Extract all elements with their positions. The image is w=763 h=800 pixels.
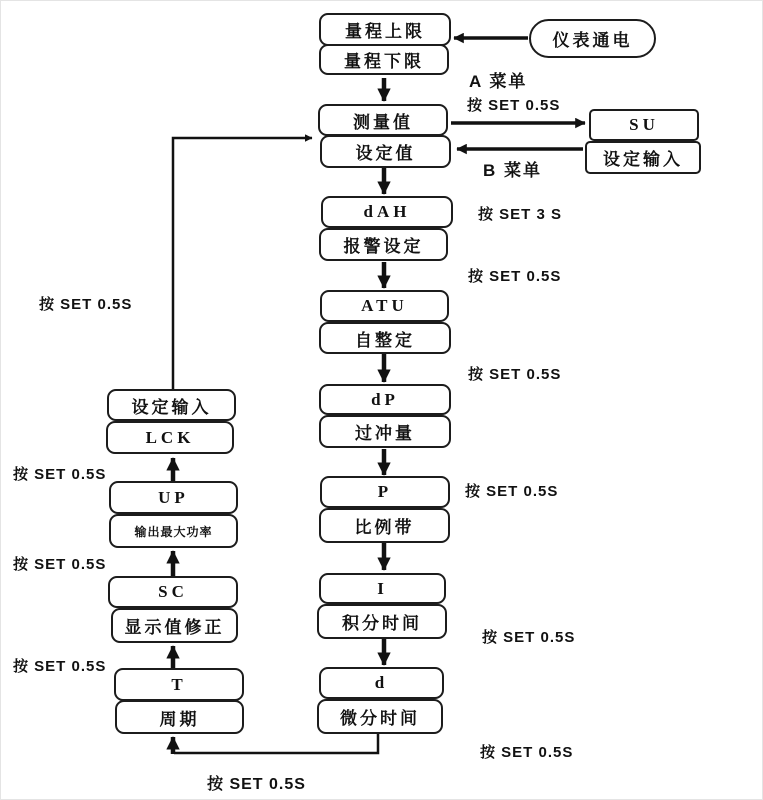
node-dp: dP xyxy=(319,384,451,415)
node-set-input-left: 设定输入 xyxy=(107,389,236,421)
node-sc: SC xyxy=(108,576,238,608)
node-set-input-right: 设定输入 xyxy=(585,141,701,174)
node-cycle: 周期 xyxy=(115,700,244,734)
label-menu-a: A 菜单 xyxy=(469,72,528,91)
feedback-left-to-setpoint xyxy=(173,138,312,389)
label-press-set-05s: 按 SET 0.5S xyxy=(482,629,576,646)
node-derivative-time: 微分时间 xyxy=(317,699,443,734)
label-menu-b: B 菜单 xyxy=(483,161,542,180)
node-lck: LCK xyxy=(106,421,234,454)
label-press-set-05s: 按 SET 0.5S xyxy=(13,466,107,483)
node-display-value-correction: 显示值修正 xyxy=(111,608,238,643)
label-press-set-05s: 按 SET 0.5S xyxy=(465,483,559,500)
node-power-on: 仪表通电 xyxy=(529,19,656,58)
feedback-derivative-to-cycle xyxy=(174,734,378,753)
label-press-set-05s: 按 SET 0.5S xyxy=(468,268,562,285)
node-t: T xyxy=(114,668,244,701)
node-range-upper-limit: 量程上限 xyxy=(319,13,451,46)
node-auto-tuning: 自整定 xyxy=(319,322,451,354)
node-up: UP xyxy=(109,481,238,514)
label-press-set-05s: 按 SET 0.5S xyxy=(480,744,574,761)
node-overshoot: 过冲量 xyxy=(319,415,451,448)
node-i: I xyxy=(319,573,446,604)
node-integral-time: 积分时间 xyxy=(317,604,447,639)
label-press-set-05s: 按 SET 0.5S xyxy=(467,97,561,114)
node-p: P xyxy=(320,476,450,508)
node-alarm-setting: 报警设定 xyxy=(319,228,448,261)
label-press-set-05s: 按 SET 0.5S xyxy=(13,658,107,675)
node-max-output-power: 输出最大功率 xyxy=(109,514,238,548)
node-measured-value: 测量值 xyxy=(318,104,448,136)
node-d: d xyxy=(319,667,444,699)
node-dah: dAH xyxy=(321,196,453,228)
label-press-set-05s: 按 SET 0.5S xyxy=(207,776,306,793)
label-press-set-05s: 按 SET 0.5S xyxy=(468,366,562,383)
node-range-lower-limit: 量程下限 xyxy=(319,44,449,75)
label-press-set-05s: 按 SET 0.5S xyxy=(39,296,133,313)
node-set-value: 设定值 xyxy=(320,135,451,168)
node-proportional-band: 比例带 xyxy=(319,508,450,543)
node-atu: ATU xyxy=(320,290,449,322)
label-press-set-05s: 按 SET 0.5S xyxy=(13,556,107,573)
label-press-set-3s: 按 SET 3 S xyxy=(478,206,563,223)
node-su: SU xyxy=(589,109,699,141)
